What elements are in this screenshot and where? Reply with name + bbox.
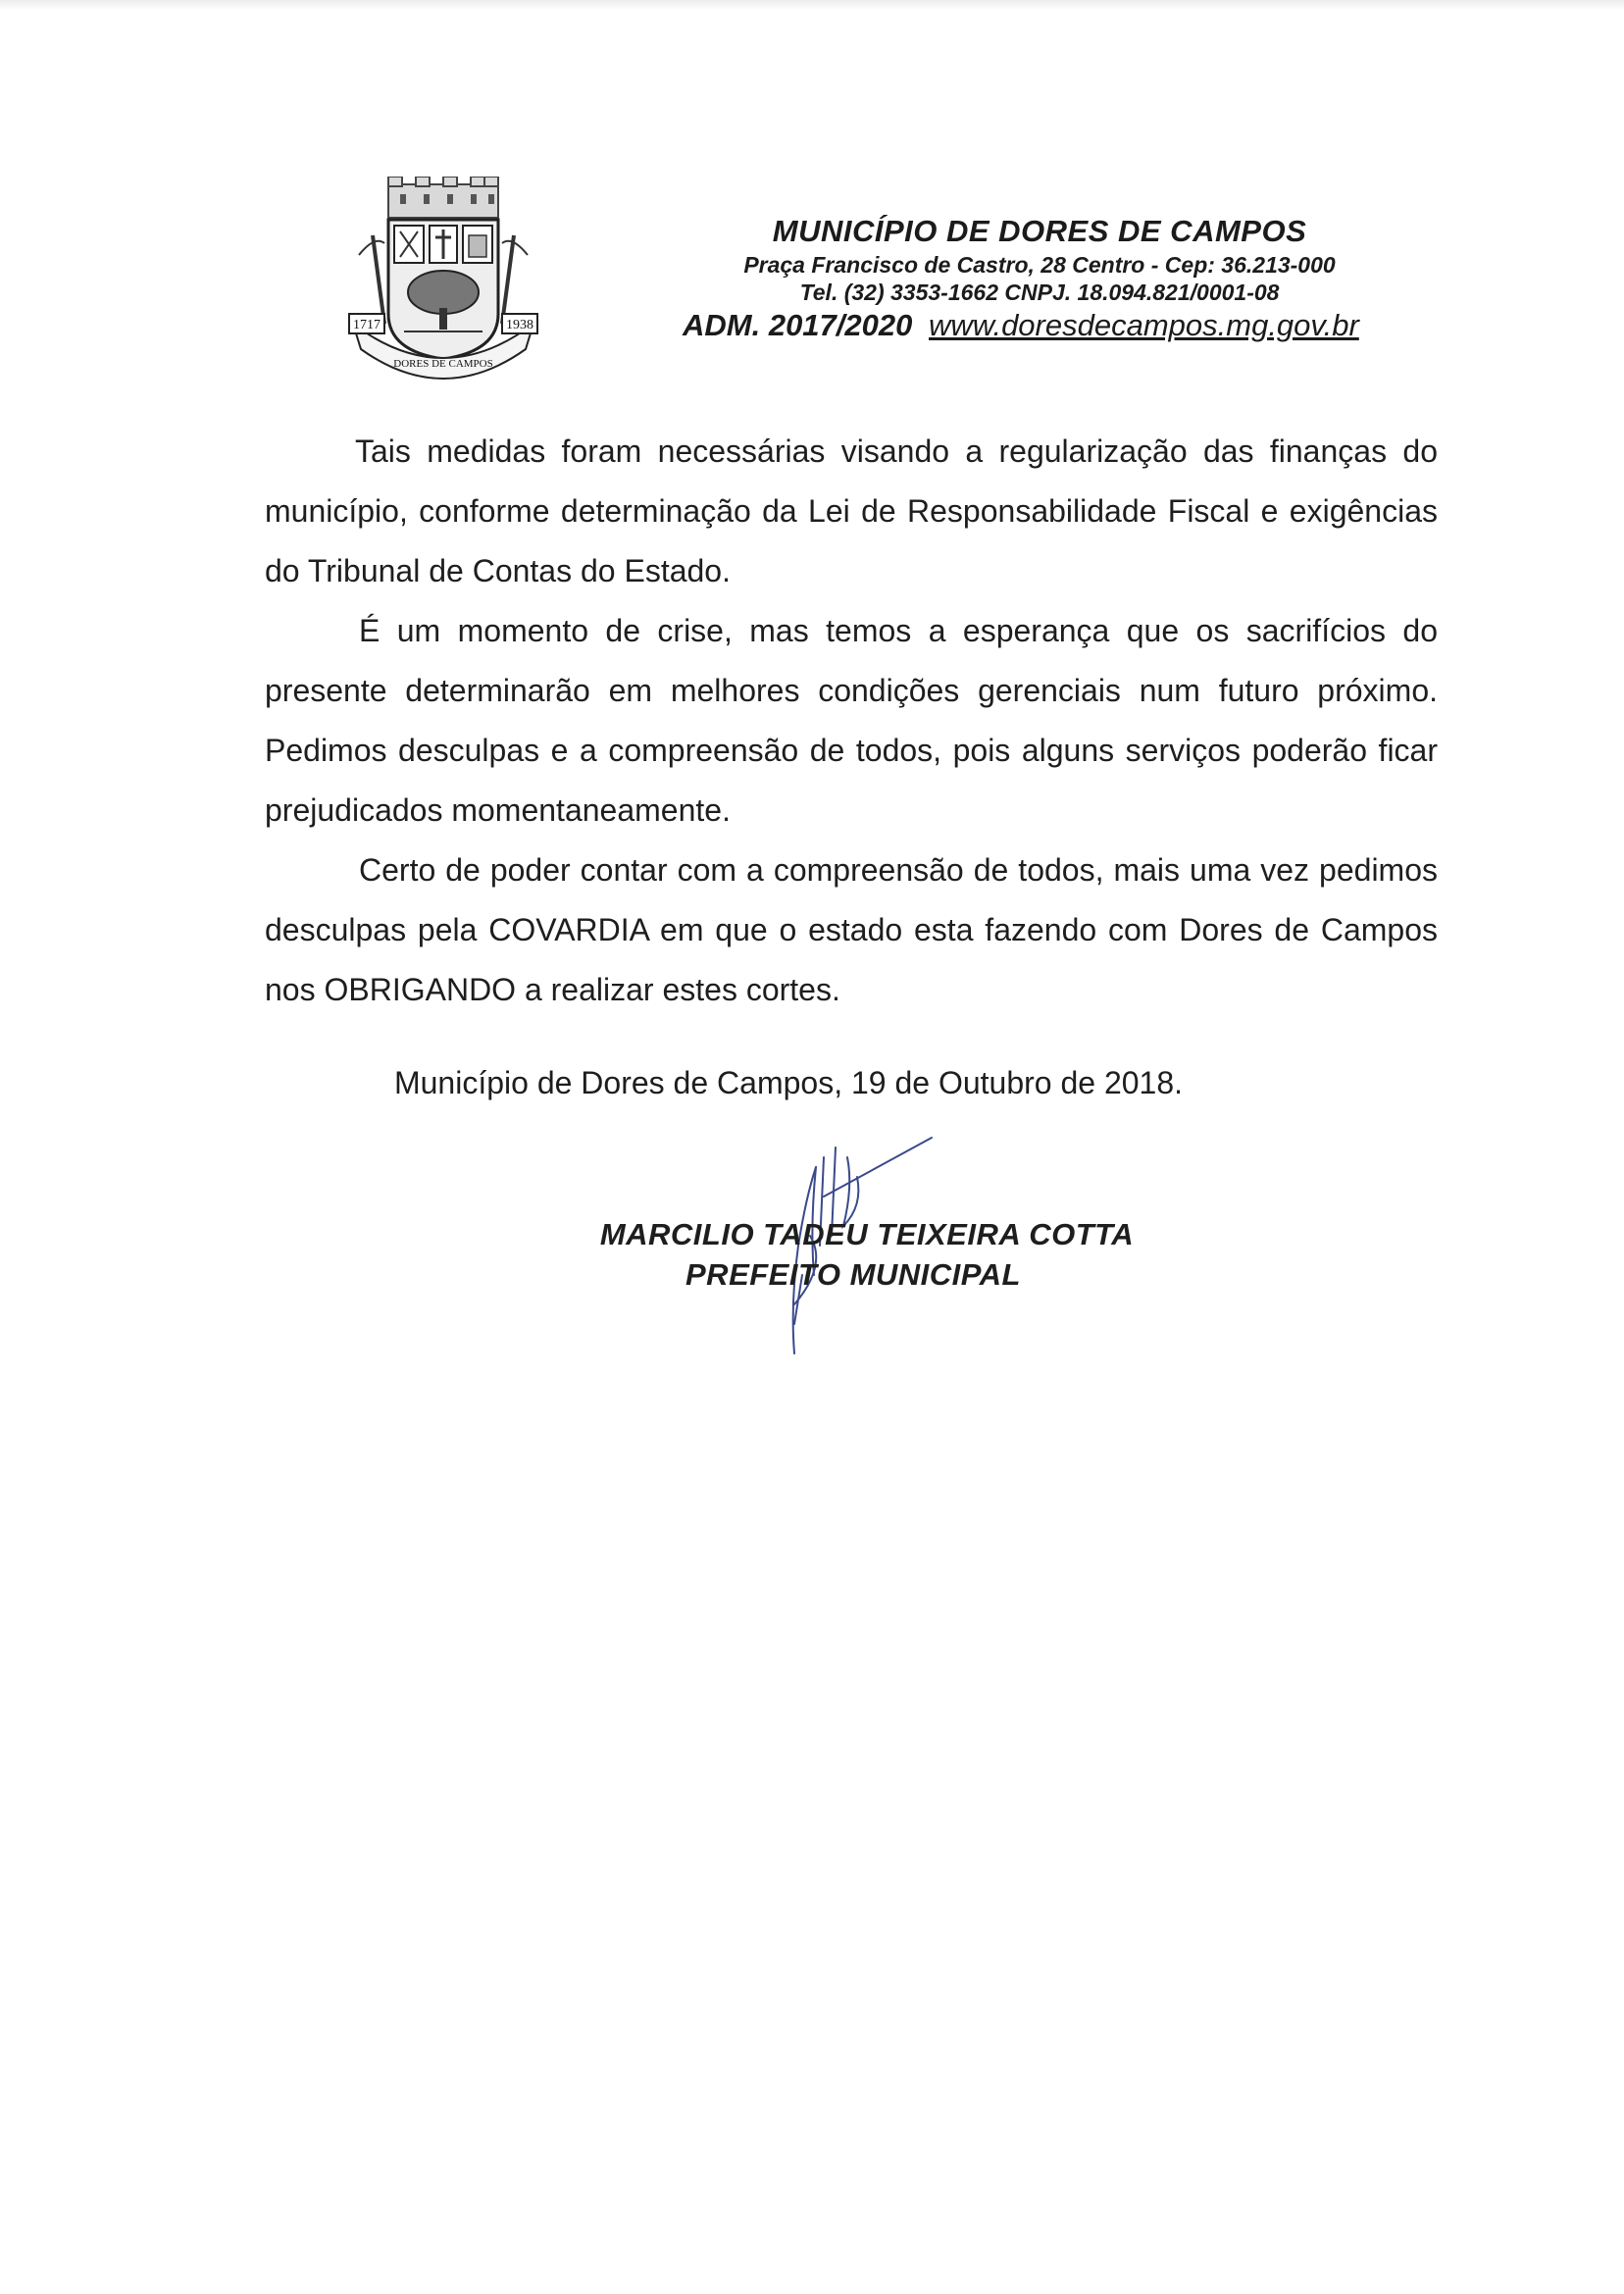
letterhead-website-link[interactable]: www.doresdecampos.mg.gov.br — [929, 308, 1359, 342]
crest-year-left: 1717 — [353, 318, 381, 332]
letter-body — [265, 422, 1438, 1020]
signatory-role: PREFEITO MUNICIPAL — [685, 1257, 1021, 1292]
letterhead — [647, 212, 1432, 345]
letterhead-administration: ADM. 2017/2020 — [683, 308, 913, 342]
municipal-crest-logo — [345, 177, 541, 382]
letterhead-administration-line — [647, 306, 1432, 345]
body-paragraph-2: É um momento de crise, mas temos a esperança que os sacrifícios do presente determinarão em melhores condições gerenciais num futuro próximo. Pedimos desculpas e a compreensão de todos, pois alguns serviços poderão ficar prejudicados momentaneamente. — [265, 613, 1438, 828]
body-paragraph-3: Certo de poder contar com a compreensão de todos, mais uma vez pedimos desculpas pela COVARDIA em que o estado esta fazendo com Dores de Campos nos OBRIGANDO a realizar estes cortes. — [265, 852, 1438, 1007]
crest-year-right: 1938 — [506, 318, 533, 332]
signatory-name: MARCILIO TADEU TEIXEIRA COTTA — [599, 1217, 1135, 1251]
crest-ribbon-text: DORES DE CAMPOS — [393, 358, 493, 370]
letterhead-contact: Tel. (32) 3353-1662 CNPJ. 18.094.821/0001-08 — [799, 280, 1280, 305]
signatory-block — [461, 1214, 1245, 1295]
letterhead-address: Praça Francisco de Castro, 28 Centro - Cep: 36.213-000 — [743, 252, 1336, 278]
body-paragraph-1: Tais medidas foram necessárias visando a regularização das finanças do município, conforme determinação da Lei de Responsabilidade Fiscal e exigências do Tribunal de Contas do Estado. — [265, 433, 1438, 588]
dateline: Município de Dores de Campos, 19 de Outubro de 2018. — [393, 1065, 1184, 1100]
scan-edge — [0, 0, 1624, 10]
letterhead-title: MUNICÍPIO DE DORES DE CAMPOS — [772, 214, 1307, 248]
